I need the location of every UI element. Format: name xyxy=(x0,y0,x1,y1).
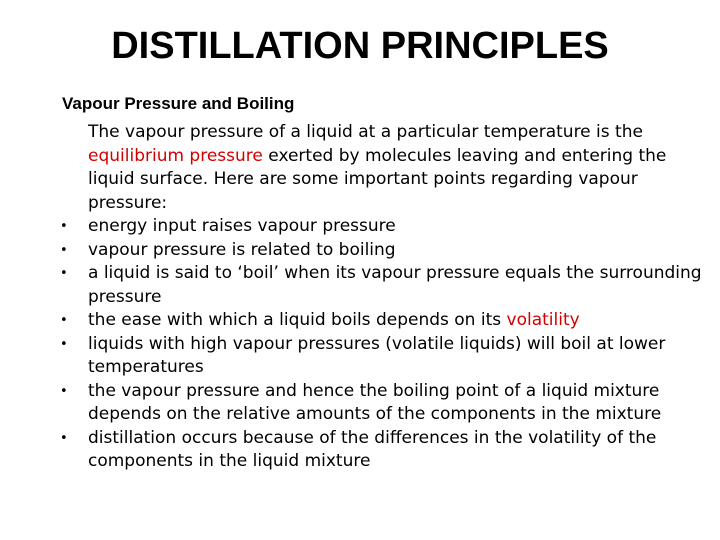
section-heading: Vapour Pressure and Boiling xyxy=(62,94,295,113)
bullet-icon: • xyxy=(60,336,68,352)
list-item-text: the ease with which a liquid boils depends on its xyxy=(88,310,507,330)
bullet-list xyxy=(60,215,708,474)
list-item xyxy=(60,239,708,263)
list-item xyxy=(60,333,708,380)
list-item-highlight: volatility xyxy=(506,310,580,330)
intro-paragraph xyxy=(88,121,708,215)
bullet-icon: • xyxy=(60,313,68,328)
bullet-icon: • xyxy=(60,430,68,446)
bullet-icon: • xyxy=(60,266,68,281)
list-item xyxy=(60,309,708,333)
intro-text-end: exerted by molecules leaving and entering the liquid surface. Here are some important points regarding vapour pressure: xyxy=(88,145,667,213)
slide-title: DISTILLATION PRINCIPLES xyxy=(111,25,609,67)
intro-text-start: The vapour pressure of a liquid at a particular temperature is the xyxy=(88,122,643,142)
bullet-icon: • xyxy=(60,242,68,258)
list-item-text: vapour pressure is related to boiling xyxy=(88,239,396,260)
list-item xyxy=(60,262,708,309)
list-item-text: liquids with high vapour pressures (volatile liquids) will boil at lower temperatures xyxy=(88,333,666,377)
content-body xyxy=(60,121,708,474)
list-item-text: a liquid is said to ‘boil’ when its vapour pressure equals the surrounding pressure xyxy=(88,263,702,307)
list-item xyxy=(60,380,708,427)
list-item-text: distillation occurs because of the differences in the volatility of the components in the liquid mixture xyxy=(88,427,657,471)
list-item-text: the vapour pressure and hence the boiling point of a liquid mixture depends on the relative amounts of the components in the mixture xyxy=(88,380,662,424)
bullet-icon: • xyxy=(60,383,68,399)
list-item-text: energy input raises vapour pressure xyxy=(88,216,396,236)
list-item xyxy=(60,215,708,239)
intro-highlight: equilibrium pressure xyxy=(88,145,263,166)
list-item xyxy=(60,427,708,474)
bullet-icon: • xyxy=(60,219,68,234)
